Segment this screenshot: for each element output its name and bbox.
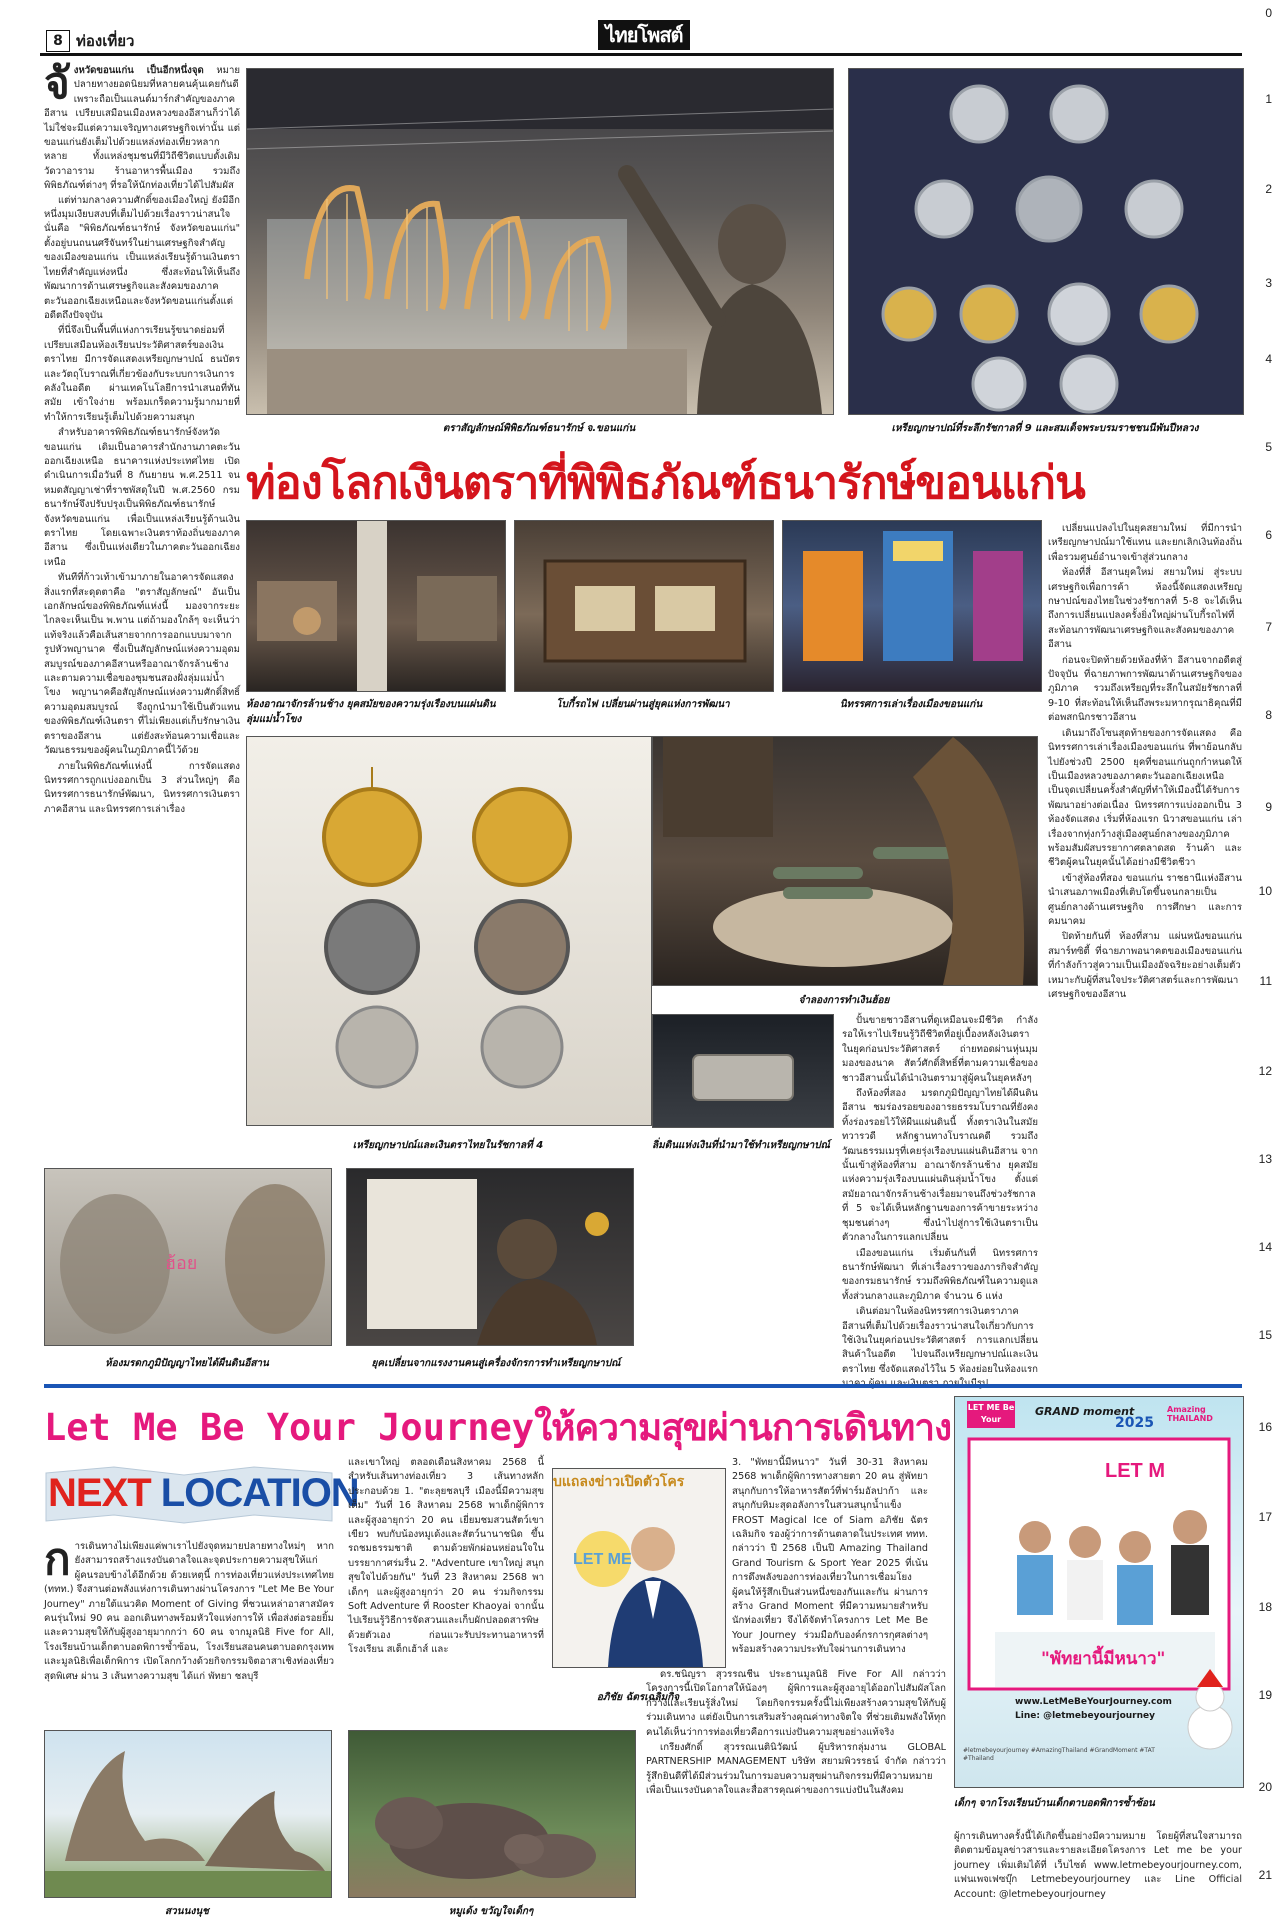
svg-text:ฮ้อย: ฮ้อย: [165, 1253, 198, 1274]
line-number: 6: [1265, 528, 1272, 542]
story1-column-right-paragraph: ปิดท้ายกันที่ ห้องที่สาม แผ่นหนังขอนแก่นสมาร์ทซิตี้ ที่ฉายภาพอนาคตของเมืองขอนแก่นที่กำลังก้าวสู่ความเป็นเมืองอัจฉริยะอย่างเต็มตัว เหมาะกับผู้ที่สนใจประวัติศาสตร์และการพัฒนาเศรษฐกิจของอีสาน: [1048, 931, 1242, 1000]
story1-column-right: [1048, 522, 1242, 1372]
line-number: 16: [1258, 1420, 1272, 1434]
poster-url: www.LetMeBeYourJourney.com: [1015, 1697, 1172, 1707]
line-number: 11: [1259, 974, 1272, 988]
rama4-coins-photo: [246, 736, 652, 1126]
lan-xang-illustration: [247, 521, 505, 691]
caption-silver-ingot: ลิ่มดินแห่งเงินที่นำมาใช้ทำเหรียญกษาปณ์: [652, 1140, 830, 1151]
poster-line: Line: @letmebeyourjourney: [1015, 1711, 1155, 1721]
story1-column-middle-body: [842, 1014, 1038, 1392]
svg-text:LET ME: LET ME: [573, 1551, 632, 1568]
moo-deng-photo: [348, 1730, 636, 1898]
khon-kaen-story-illustration: [783, 521, 1041, 691]
caption-silver-making: จำลองการทำเงินฮ้อย: [798, 995, 890, 1006]
coin-minting-illustration: [347, 1169, 633, 1345]
header-rule: [40, 53, 1242, 56]
line-number: 19: [1258, 1688, 1272, 1702]
story1-dropcap: จั: [44, 58, 70, 109]
svg-text:LET M: LET M: [1105, 1460, 1165, 1482]
story1-lead: งหวัดขอนแก่น เป็นอีกหนึ่งจุด: [73, 65, 204, 76]
story1-column-1-paragraph: แต่ท่ามกลางความศักดิ์ของเมืองใหญ่ ยังมีอีกหนึ่งมุมเงียบสงบที่เต็มไปด้วยเรื่องราวน่าสนใจ นั่นคือ "พิพิธภัณฑ์ธนารักษ์ จังหวัดขอนแก่น" ตั้งอยู่บนถนนศรีจันทร์ในย่านเศรษฐกิจสำคัญของเมืองขอนแก่น เป็นแหล่งเรียนรู้ด้านเงินตราไทยที่สำคัญแห่งหนึ่ง ซึ่งสะท้อนให้เห็นถึงพัฒนาการด้านเศรษฐกิจและสังคมของภาคตะวันออกเฉียงเหนือและจังหวัดขอนแก่นตั้งแต่อดีตถึงปัจจุบัน: [44, 194, 240, 321]
line-number: 4: [1265, 352, 1272, 366]
story1-column-1: [44, 58, 240, 1158]
story2-column-2: [348, 1456, 544, 1724]
caption-khon-kaen-story: นิทรรศการเล่าเรื่องเมืองขอนแก่น: [839, 699, 983, 710]
story2-column-1-body: ารเดินทางไม่เพียงแค่พาเราไปยังจุดหมายปลายทางใหม่ๆ หากยังสามารถสร้างแรงบันดาลใจและจุดประกายความสุขให้แก่ผู้คนรอบข้างได้อีกด้วย ด้วยเหตุนี้ การท่องเที่ยวแห่งประเทศไทย (ททท.) จึงสานต่อพลังแห่งการเดินทางผ่านโครงการ "Let Me Be Your Journey" ภายใต้แนวคิด Moment of Giving ที่ชวนเหล่าอาสาสมัครคนรุ่นใหม่ 90 คน ออกเดินทางพร้อมหัวใจแห่งการให้ เพื่อส่งต่อรอยยิ้มและความสุขให้กับผู้สูงอายุมากกว่า 60 คน จากมูลนิธิ Five for All, โรงเรียนบ้านเด็กตาบอดพิการซ้ำซ้อน, โรงเรียนสอนคนตาบอดกรุงเทพ และมูลนิธิเพื่อเด็กพิการ เปิดโลกกว้างด้วยกิจกรรมจิตอาสาเชิงท่องเที่ยวสุดพิเศษ ผ่าน 3 เส้นทางความสุข ได้แก่ พัทยา ชลบุรี: [44, 1541, 334, 1682]
story1-column-1-paragraph: สำหรับอาคารพิพิธภัณฑ์ธนารักษ์จังหวัดขอนแก่น เดิมเป็นอาคารสำนักงานภาคตะวันออกเฉียงเหนือ ธนาคารแห่งประเทศไทย เปิดดำเนินการเมื่อวันที่ 8 กันยายน พ.ศ.2511 จนหมดสัญญาเช่าที่ราชพัสดุในปี พ.ศ.2560 กรมธนารักษ์จึงปรับปรุงเป็นพิพิธภัณฑ์ธนารักษ์ จังหวัดขอนแก่น เพื่อเป็นแหล่งเรียนรู้ด้านเงินตราไทย โดยเฉพาะเงินตราท้องถิ่นของภาคอีสาน ซึ่งเป็นแห่งเดียวในภาคตะวันออกเฉียงเหนือ: [44, 427, 240, 568]
heritage-room-photo: [44, 1168, 332, 1346]
story2-headline: [44, 1398, 952, 1457]
story1-column-1-paragraph: ทันทีที่ก้าวเท้าเข้ามาภายในอาคารจัดแสดง สิ่งแรกที่สะดุดตาคือ "ตราสัญลักษณ์" อันเป็นเอกลักษณ์ของพิพิธภัณฑ์แห่งนี้ มองจากระยะไกลจะเห็นเป็น พ.พาน แต่ถ้ามองใกล้ๆ จะเห็นว่าแท้จริงแล้วคือเส้นสายจากการออกแบบมาจาก รูปหัวพญานาค ซึ่งเป็นสัญลักษณ์แห่งความอุดมสมบูรณ์ของภาคอีสานหรืออาณาจักรล้านช้าง และตามความเชื่อของชุมชนสองฝั่งลุ่มแม่น้ำโขง พญานาคคือสัญลักษณ์แห่งความศักดิ์สิทธิ์ ความอุดมสมบูรณ์ จึงถูกนำมาใช้เป็นตัวแทนของพิพิธภัณฑ์เงินตรา ที่ไม่เพียงแต่เก็บรักษาเงินตราของอีสาน แต่ยังสะท้อนความเชื่อและวัฒนธรรมของผู้คนในภูมิภาคนี้ไว้ด้วย: [44, 572, 240, 757]
story2-five-for-all-quote: ดร.ชนิญรา สุวรรณชีน ประธานมูลนิธิ Five For All กล่าวว่า โครงการนี้เปิดโอกาสให้น้องๆ ผู้พิการและผู้สูงอายุได้ออกไปสัมผัสโลกกว้างและเรียนรู้สิ่งใหม่ โดยกิจกรรมครั้งนี้ไม่เพียงสร้างความสุขให้กับผู้ร่วมเดินทาง แต่ยังเป็นการเสริมสร้างคุณค่าทางจิตใจ ที่ช่วยเติมพลังให้ทุกคนได้เห็นว่าการท่องเที่ยวคือการแบ่งปันความสุขอย่างแท้จริง: [646, 1669, 946, 1738]
story1-column-middle-paragraph: เมืองขอนแก่น เริ่มต้นกันที่ นิทรรศการธนารักษ์พัฒนา ที่เล่าเรื่องราวของภารกิจสำคัญของกรมธนารักษ์ รวมถึงพิพิธภัณฑ์ในความดูแลทั้งส่วนกลางและภูมิภาค จำนวน 6 แห่ง: [842, 1247, 1038, 1302]
executive-illustration: [553, 1469, 725, 1667]
story1-column-middle: [842, 1014, 1038, 1376]
story1-column-1-body: [44, 58, 240, 817]
poster-brand: LET ME Be Your: [967, 1401, 1015, 1428]
line-number: 7: [1265, 620, 1272, 634]
line-number: 2: [1265, 182, 1272, 196]
campaign-poster-photo: [954, 1396, 1244, 1788]
line-number: 1: [1265, 92, 1272, 106]
heritage-room-illustration: [45, 1169, 331, 1345]
story2-column-2-body: และเขาใหญ่ ตลอดเดือนสิงหาคม 2568 นี้ สำหรับเส้นทางท่องเที่ยว 3 เส้นทางหลัก ประกอบด้วย 1. "ตะลุยชลบุรี เมืองนี้มีความสุขเต็ม" วันที่ 16 สิงหาคม 2568 พาเด็กผู้พิการและผู้สูงอายุกว่า 20 คน เยี่ยมชมสวนสัตว์เขาเขียว พบกับน้องหมูเด้งและสัตว์นานาชนิด ขึ้นรถชมธรรมชาติ ตามด้วยพักผ่อนหย่อนใจในบรรยากาศร่มรื่น 2. "Adventure เขาใหญ่ สนุกสุขใจไปด้วยกัน" วันที่ 23 สิงหาคม 2568 พาเด็กๆ และผู้สูงอายุกว่า 20 คน ร่วมกิจกรรม Soft Adventure ที่ Rooster Khaoyai จากนั้นไปเรียนรู้วิธีการจัดสวนและเก็บผักปลอดสารพิษด้วยตัวเอง ก่อนแวะรับประทานอาหารที่โรงเรียน สเต็กเฮ้าส์ และ: [348, 1457, 544, 1656]
story1-column-1-paragraph: ภายในพิพิธภัณฑ์แห่งนี้ การจัดแสดงนิทรรศการถูกแบ่งออกเป็น 3 ส่วนใหญ่ๆ คือ นิทรรศการธนารักษ์พัฒนา, นิทรรศการเงินตราภาคอีสาน และนิทรรศการเล่าเรื่อง: [44, 760, 240, 815]
caption-nongnooch: สวนนงนุช: [165, 1906, 209, 1917]
silver-making-photo: [652, 736, 1038, 986]
line-number: 15: [1258, 1328, 1272, 1342]
caption-rama4-coins: เหรียญกษาปณ์และเงินตราไทยในรัชกาลที่ 4: [352, 1140, 544, 1151]
page-number-box: 8: [46, 30, 70, 52]
lan-xang-room-photo: [246, 520, 506, 692]
line-number: 21: [1258, 1868, 1272, 1882]
museum-lobby-photo: [246, 68, 834, 415]
silver-ingot-illustration: [653, 1015, 833, 1127]
story1-headline: ท่องโลกเงินตราที่พิพิธภัณฑ์ธนารักษ์ขอนแก่น: [246, 456, 1085, 509]
train-carriage-illustration: [515, 521, 773, 691]
story1-column-right-body: [1048, 522, 1242, 1002]
tat-executive-photo: [552, 1468, 726, 1668]
line-number: 14: [1258, 1240, 1272, 1254]
story1-column-middle-paragraph: ปั้นขายชาวอีสานที่ดูเหมือนจะมีชีวิต กำลังรอให้เราไปเรียนรู้วิถีชีวิตที่อยู่เบื้องหลังเงินตราในยุคก่อนประวัติศาสตร์ ถ่ายทอดผ่านหุ่นมุมมองของนาค สัตว์ศักดิ์สิทธิ์ที่ตามความเชื่อของชาวอีสานนั้นได้นำเงินตรามาสู่ผู้คนในยุคหลังๆ: [842, 1015, 1038, 1084]
coin-minting-era-photo: [346, 1168, 634, 1346]
masthead-logo: ไทยโพสต์: [598, 20, 690, 50]
story1-column-middle-paragraph: เดินต่อมาในห้องนิทรรศการเงินตราภาคอีสานที่เต็มไปด้วยเรื่องราวน่าสนใจเกี่ยวกับการใช้เงินในยุคก่อนประวัติศาสตร์ การแลกเปลี่ยนสินค้าในอดีต ไปจนถึงเหรียญกษาปณ์และเงินตราไทย ซึ่งจัดแสดงไว้ใน 5 ห้องย่อยในห้องแรก: [842, 1306, 1038, 1375]
rama4-coins-illustration: [247, 737, 651, 1125]
line-number: 18: [1258, 1600, 1272, 1614]
caption-lan-xang-room: ห้องอาณาจักรล้านช้าง ยุคสมัยของความรุ่งเรืองบนแผ่นดินลุ่มแม่น้ำโขง: [246, 699, 496, 725]
story1-column-right-paragraph: ห้องที่สี่ อีสานยุคใหม่ สยามใหม่ สู่ระบบเศรษฐกิจเพื่อการค้า ห้องนี้จัดแสดงเหรียญกษาปณ์ของไทยในช่วงรัชกาลที่ 5-8 จะได้เห็นถึงการเปลี่ยนแปลงครั้งยิ่งใหญ่ผ่านโบกี้รถไฟที่สะท้อนการพัฒนาเศรษฐกิจและสังคมของภาคอีสาน: [1048, 567, 1242, 651]
caption-museum-logo: ตราสัญลักษณ์พิพิธภัณฑ์ธนารักษ์ จ.ขอนแก่น: [442, 423, 636, 434]
story1-column-right-paragraph: เข้าสู่ห้องที่สอง ขอนแก่น ราชธานีแห่งอีสาน นำเสนอภาพเมืองที่เติบโตขึ้นจนกลายเป็นศูนย์กลางด้านเศรษฐกิจ การศึกษา และการคมนาคม: [1048, 872, 1242, 927]
caption-heritage-room: ห้องมรดกภูมิปัญญาไทยได้ผืนดินอีสาน: [105, 1358, 269, 1369]
line-number: 3: [1265, 276, 1272, 290]
poster-grand-moment: GRAND moment: [1035, 1405, 1135, 1418]
line-number: 0: [1265, 6, 1272, 20]
train-carriage-photo: [514, 520, 774, 692]
story2-dropcap: ก: [44, 1534, 71, 1585]
story2-column-3-continued: [646, 1668, 946, 1916]
poster-amazing-thailand: Amazing THAILAND: [1167, 1405, 1213, 1423]
caption-commemorative-coins: เหรียญกษาปณ์ที่ระลึกรัชกาลที่ 9 และสมเด็จพระบรมราชชนนีพันปีหลวง: [891, 423, 1199, 434]
poster-hashtags: #letmebeyourjourney #AmazingThailand #GrandMoment #TAT #Thailand: [963, 1747, 1155, 1762]
story2-headline-thai: ให้ความสุขผ่านการเดินทาง: [534, 1406, 952, 1449]
commemorative-coins-photo: [848, 68, 1244, 415]
line-number: 17: [1258, 1510, 1272, 1524]
story2-column-4: [954, 1830, 1242, 1916]
line-number: 5: [1265, 440, 1272, 454]
caption-coin-minting-era: ยุคเปลี่ยนจากแรงงานคนสู่เครื่องจักรการทำเหรียญกษาปณ์: [371, 1358, 621, 1369]
line-number: 10: [1258, 884, 1272, 898]
poster-slogan: "พัทยานี้มีหนาว": [1041, 1649, 1166, 1669]
section-label: ท่องเที่ยว: [76, 32, 135, 50]
silver-ingot-photo: [652, 1014, 834, 1128]
line-number: 13: [1258, 1152, 1272, 1166]
museum-lobby-illustration: [247, 69, 833, 414]
story2-siam-piwat-quote: เกรียงศักดิ์ สุวรรณเนตินิวัฒน์ ผู้บริหารกลุ่มงาน GLOBAL PARTNERSHIP MANAGEMENT บริษัท สยามพิวรรธน์ จำกัด กล่าวว่า รู้สึกยินดีที่ได้มีส่วนร่วมในการมอบความสุขผ่านกิจกรรมที่มีความหมาย เพื่อเป็นแรงบันดาลใจและสื่อสารคุณค่าของการแบ่งปันในสังคม: [646, 1742, 946, 1797]
caption-tat-executive: อภิชัย ฉัตรเฉลิมกิจ: [596, 1692, 680, 1703]
caption-children-group: เด็กๆ จากโรงเรียนบ้านเด็กตาบอดพิการซ้ำซ้อน: [954, 1798, 1155, 1809]
poster-year: 2025: [1115, 1415, 1154, 1431]
poster-group-illustration: [955, 1397, 1243, 1787]
silver-making-illustration: [653, 737, 1037, 985]
story2-column-1: [44, 1534, 334, 1722]
story1-column-right-paragraph: เดินมาถึงโซนสุดท้ายของการจัดแสดง คือ นิทรรศการเล่าเรื่องเมืองขอนแก่น ที่พาย้อนกลับไปยังช่วงปี 2500 ยุคที่ขอนแก่นถูกกำหนดให้เป็นเมืองหลวงของภาคตะวันออกเฉียงเหนือ เป็นจุดเปลี่ยนครั้งสำคัญที่ทำให้เมืองนี้ได้รับการพัฒนาอย่างต่อเนื่อง นิทรรศการแบ่งออกเป็น 3 ห้องจัดแสดง เริ่มที่ห้องแรก นิวาสขอนแก่น เล่าเรื่องจากทุ่งกว้างสู่เมืองศูนย์กลางของภูมิภาค พร้อมสัมผัสบรรยากาศตลาดสด ร้านค้า และชีวิตผู้คนในยุคนั้นได้อย่างมีชีวิตชีวา: [1048, 727, 1242, 869]
line-number: 8: [1265, 708, 1272, 722]
nongnooch-garden-photo: [44, 1730, 332, 1898]
next-location-text: NEXT LOCATION: [48, 1471, 359, 1515]
caption-moo-deng: หมูเด้ง ขวัญใจเด็กๆ: [448, 1906, 534, 1917]
story1-column-1-paragraph: ที่นี่จึงเป็นพื้นที่แห่งการเรียนรู้ขนาดย่อมที่เปรียบเสมือนห้องเรียนประวัติศาสตร์ของเงินตราไทย มีการจัดแสดงเหรียญกษาปณ์ ธนบัตร และวัตถุโบราณที่เกี่ยวข้องกับระบบการเงินการคลังในอดีต ผ่านเทคโนโลยีการนำเสนอที่ทันสมัย เข้าใจง่าย พร้อมเกร็ดความรู้มากมายที่ทำให้การเรียนรู้เต็มไปด้วยความสนุก: [44, 325, 240, 423]
press-banner-text: บแถลงข่าวเปิดตัวโคร: [553, 1474, 685, 1490]
story1-column-1-paragraph: หมายปลายทางยอดนิยมที่หลายคนคุ้นเคยกันดี เพราะถือเป็นแลนด์มาร์กสำคัญของภาคอีสาน เปรียบเสมือนเมืองหลวงของอีสานก็ว่าได้ ไม่ใช่จะมีแต่ความเจริญทางเศรษฐกิจเท่านั้น แต่ขอนแก่นยังเต็มไปด้วยแหล่งท่องเที่ยวหลากหลาย ทั้งแหล่งชุมชนที่มีวิถีชีวิตแบบดั้งเดิม วัดวาอาราม ร้านอาหารพื้นเมือง รวมถึงพิพิธภัณฑ์ต่างๆ ที่รอให้นักท่องเที่ยวได้ไปสัมผัส: [44, 65, 240, 192]
line-number: 20: [1258, 1780, 1272, 1794]
caption-train-carriage: โบกี้รถไฟ เปลี่ยนผ่านสู่ยุคแห่งการพัฒนา: [556, 699, 730, 710]
story2-column-3-body: 3. "พัทยานี้มีหนาว" วันที่ 30-31 สิงหาคม 2568 พาเด็กผู้พิการทางสายตา 20 คน สู่พัทยา สนุกกับการให้อาหารสัตว์ที่ฟาร์มอัลปาก้า และสนุกกับหิมะสุดอลังการในสวนสนุกน้ำแข็ง FROST Magical Ice of Siam อภิชัย ฉัตรเฉลิมกิจ รองผู้ว่าการด้านตลาดในประเทศ ททท. กล่าวว่า ปี 2568 เป็นปี Amazing Thailand Grand Tourism & Sport Year 2025 ที่เน้นการดึงพลังของการท่องเที่ยวในการเชื่อมโยงผู้คนให้รู้สึกเป็นส่วนหนึ่งของกันและกัน ผ่านการสร้าง Grand Moment ที่มีความหมายสำหรับนักท่องเที่ยว จึงได้จัดทำโครงการ Let Me Be Your Journey ร่วมมือกับองค์กรการกุศลต่างๆ พร้อมสร้างความประทับใจผ่านการเดินทาง: [732, 1457, 928, 1656]
story2-headline-latin: Let Me Be Your Journey: [44, 1406, 535, 1449]
line-number: 12: [1258, 1064, 1272, 1078]
line-number: 9: [1265, 800, 1272, 814]
hippo-illustration: [349, 1731, 635, 1897]
section-divider: [44, 1384, 1242, 1388]
story2-column-4-body: ผู้การเดินทางครั้งนี้ได้เกิดขึ้นอย่างมีความหมาย โดยผู้ที่สนใจสามารถติดตามข้อมูลข่าวสารและรายละเอียดโครงการ Let me be your journey เพิ่มเติมได้ที่ เว็บไซต์ www.letmebeyourjourney.com, แฟนเพจเฟซบุ๊ก Letmebeyourjourney และ Line Official Account: @letmebeyourjourney: [954, 1831, 1242, 1900]
story1-column-middle-paragraph: ถึงห้องที่สอง มรดกภูมิปัญญาไทยได้ผืนดินอีสาน ชมร่องรอยของอารยธรรมโบราณที่ยังคงทิ้งร่องรอยไว้ให้ผืนแผ่นดินนี้ ทั้งตราเงินในสมัยทวารวดี หลักฐานทางโบราณคดี รวมถึงวัฒนธรรมเมรุที่เคยรุ่งเรืองบนแผ่นดินอีสาน จากนั้นเข้าสู่ห้องที่สาม อาณาจักรล้านช้าง ยุคสมัยแห่งความรุ่งเรืองบนแผ่นดินลุ่มน้ำโขง ตั้งแต่สมัยอาณาจักรล้านช้างเรื่อยมาจนถึงช่วงรัชกาลที่ 5 จะได้เห็นหลักฐานของการค้าขายระหว่างชุมชนต่างๆ ซึ่งนำไปสู่การใช้เงินตราเป็นตัวกลางในการแลกเปลี่ยน: [842, 1088, 1038, 1244]
dinosaur-illustration: [45, 1731, 331, 1897]
story1-column-right-paragraph: เปลี่ยนแปลงไปในยุคสยามใหม่ ที่มีการนำเหรียญกษาปณ์มาใช้แทน และยกเลิกเงินท้องถิ่น เพื่อรวมศูนย์อำนาจเข้าสู่ส่วนกลาง: [1048, 523, 1242, 563]
story1-column-right-paragraph: ก่อนจะปิดท้ายด้วยห้องที่ห้า อีสานจากอดีตสู่ปัจจุบัน ที่ฉายภาพการพัฒนาด้านเศรษฐกิจของภูมิภาค รวมถึงเหรียญที่ระลึกในสมัยรัชกาลที่ 9-10 ที่สะท้อนให้เห็นถึงพระมหากรุณาธิคุณที่มีต่อพสกนิกรชาวอีสาน: [1048, 654, 1242, 724]
khon-kaen-story-photo: [782, 520, 1042, 692]
coins-illustration: [849, 69, 1243, 414]
next-location-logo: [44, 1465, 359, 1525]
